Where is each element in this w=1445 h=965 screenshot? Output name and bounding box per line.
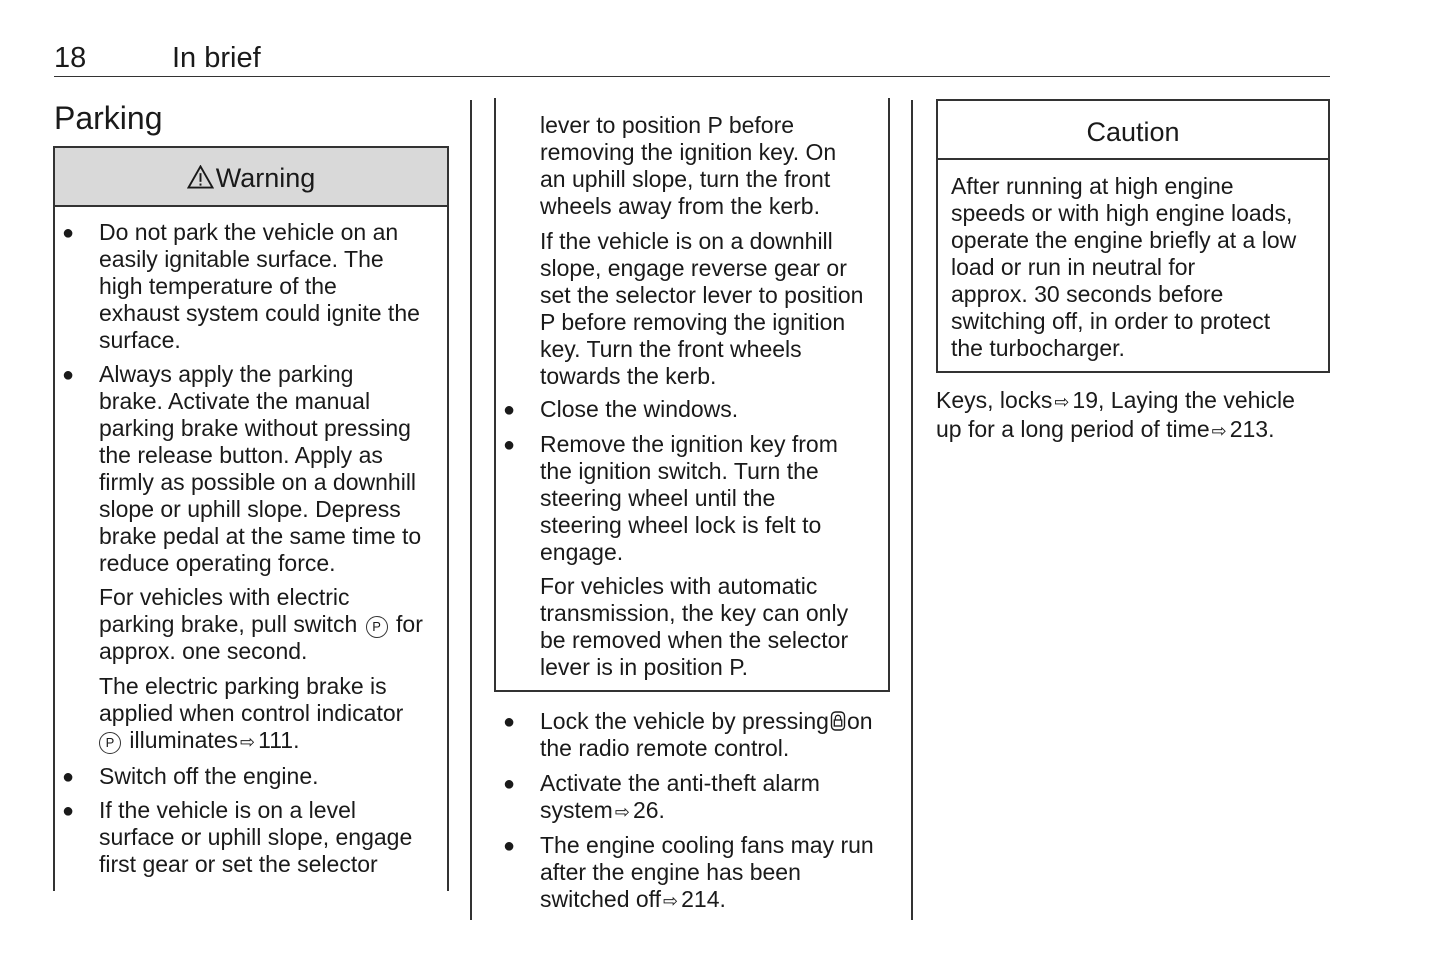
page-ref-arrow-icon: ⇨ [663, 891, 679, 911]
downhill-paragraph: If the vehicle is on a downhill slope, engage reverse gear or set the selector lever to position P before removing the ignition key. Turn the front wheels towards the kerb. [540, 228, 864, 389]
continued-selector-text: lever to position P before removing the ignition key. On an uphill slope, turn the front wheels away from the kerb. [540, 112, 837, 219]
bullet-icon: ● [503, 773, 516, 795]
warning-item-parking-brake: Always apply the parking brake. Activate the manual parking brake without pressing the release button. Apply as firmly as possible on a downhill slope or uphill slope. Depress brake pedal at the same time to reduce operating force. [99, 361, 422, 576]
bullet-icon: ● [62, 800, 75, 822]
warning-title: Warning [215, 163, 316, 193]
bullet-icon: ● [62, 222, 75, 244]
column-divider [911, 100, 913, 920]
page-ref-arrow-icon: ⇨ [1211, 421, 1227, 441]
warning-triangle-icon [187, 165, 214, 189]
chapter-title: In brief [172, 42, 261, 74]
warning-item-ignitable: Do not park the vehicle on an easily ignitable surface. The high temperature of the exhaust system could ignite the surface. [99, 219, 420, 353]
caution-title: Caution [938, 101, 1328, 160]
warning-para-applied: The electric parking brake is applied when control indicator P illuminates ⇨ 111. [99, 673, 444, 756]
column-divider [470, 100, 472, 920]
bullet-icon: ● [62, 766, 75, 788]
section-title: Parking [54, 100, 163, 136]
bullet-icon: ● [62, 364, 75, 386]
lock-button-icon [830, 711, 846, 731]
caution-text: After running at high engine speeds or with high engine loads, operate the engine briefly at a low load or run in neutral for approx. 30 seconds before switching off, in order to protect the turbocharger. [951, 173, 1297, 361]
item-cooling-fans: The engine cooling fans may run after the engine has been switched off ⇨ 214. [540, 832, 900, 915]
warning-item-engine-off: Switch off the engine. [99, 763, 319, 789]
page-ref-arrow-icon: ⇨ [240, 732, 256, 752]
bullet-icon: ● [503, 711, 516, 733]
warning-item-level-surface: If the vehicle is on a level surface or uphill slope, engage first gear or set the selector [99, 797, 413, 877]
bullet-icon: ● [503, 399, 516, 421]
caution-box [936, 99, 1330, 373]
automatic-paragraph: For vehicles with automatic transmission, the key can only be removed when the selector lever is in position P. [540, 573, 849, 680]
warning-header [55, 148, 447, 207]
page-ref-arrow-icon: ⇨ [1054, 392, 1070, 412]
page-number: 18 [54, 42, 87, 74]
item-close-windows: Close the windows. [540, 396, 739, 422]
item-remove-key: Remove the ignition key from the ignition switch. Turn the steering wheel until the steering wheel lock is felt to engage. [540, 431, 838, 565]
page-ref-arrow-icon: ⇨ [614, 802, 630, 822]
bullet-icon: ● [503, 835, 516, 857]
parking-brake-icon: P [366, 616, 388, 638]
header-rule [54, 76, 1330, 77]
item-lock-vehicle: Lock the vehicle by pressing on the radio remote control. [540, 708, 873, 761]
warning-para-epb: For vehicles with electric parking brake, pull switch P for approx. one second. [99, 584, 423, 664]
bullet-icon: ● [503, 434, 516, 456]
cross-references: Keys, locks ⇨ 19, Laying the vehicle up for a long period of time ⇨ 213. [936, 387, 1336, 445]
parking-brake-indicator-icon: P [99, 732, 121, 754]
item-anti-theft: Activate the anti-theft alarm system ⇨ 26. [540, 770, 885, 826]
